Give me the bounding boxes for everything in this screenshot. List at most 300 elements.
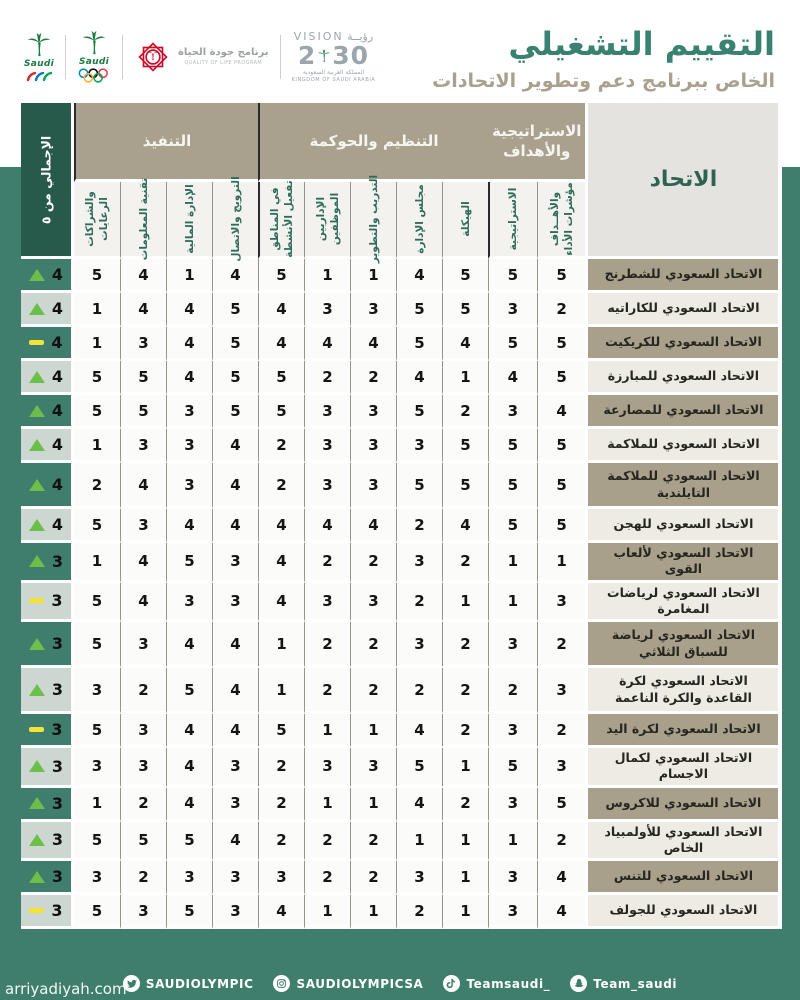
logo-divider xyxy=(280,35,281,79)
score-cell: 3 xyxy=(304,583,350,623)
federation-name: الاتحاد السعودي للملاكمة xyxy=(585,429,782,463)
subcolumn-header: تفعيل الأنشطة في المناطق xyxy=(258,182,304,259)
score-cell: 3 xyxy=(166,861,212,895)
total-value: 4 xyxy=(51,401,64,420)
score-cell: 3 xyxy=(212,748,258,788)
score-cell: 5 xyxy=(488,748,537,788)
trend-up-icon xyxy=(29,834,45,846)
table-row xyxy=(21,395,782,429)
score-cell: 3 xyxy=(396,429,442,463)
score-cell: 3 xyxy=(350,583,396,623)
table-row xyxy=(21,583,782,623)
score-cell: 1 xyxy=(166,259,212,293)
score-cell: 4 xyxy=(120,293,166,327)
score-cell: 1 xyxy=(350,259,396,293)
group-header-governance: التنظيم والحوكمة xyxy=(258,103,488,182)
score-cell: 3 xyxy=(166,395,212,429)
social-handle-text: SAUDIOLYMPICSA xyxy=(296,976,424,991)
score-cell: 1 xyxy=(442,361,488,395)
table-row xyxy=(21,748,782,788)
social-handle-text: SAUDIOLYMPIC xyxy=(145,976,254,991)
total-value: 4 xyxy=(51,475,64,494)
trend-up-icon xyxy=(29,479,45,491)
trend-up-icon xyxy=(29,797,45,809)
score-cell: 1 xyxy=(488,822,537,862)
trend-up-icon xyxy=(29,371,45,383)
trend-up-icon xyxy=(29,439,45,451)
score-cell: 5 xyxy=(74,895,120,929)
score-cell: 4 xyxy=(166,714,212,748)
total-value: 3 xyxy=(51,720,63,739)
palm-tree-icon xyxy=(24,32,54,58)
trend-up-icon xyxy=(29,871,45,883)
total-cell xyxy=(21,861,74,895)
score-cell: 5 xyxy=(166,822,212,862)
score-cell: 4 xyxy=(212,714,258,748)
social-handle-text: Team_saudi xyxy=(593,976,678,991)
trend-up-icon xyxy=(29,405,45,417)
score-cell: 3 xyxy=(350,293,396,327)
score-cell: 4 xyxy=(537,861,586,895)
score-cell: 2 xyxy=(396,583,442,623)
score-cell: 1 xyxy=(350,714,396,748)
social-handle-snapchat xyxy=(570,975,677,992)
trend-flat-icon xyxy=(29,598,44,603)
score-cell: 3 xyxy=(350,463,396,509)
table-row xyxy=(21,429,782,463)
trend-up-icon xyxy=(29,269,45,281)
score-cell: 5 xyxy=(396,463,442,509)
federation-name: الاتحاد السعودي للجولف xyxy=(585,895,782,929)
total-value: 3 xyxy=(51,867,64,886)
score-cell: 3 xyxy=(120,714,166,748)
score-cell: 5 xyxy=(396,748,442,788)
logo-divider xyxy=(65,35,66,79)
score-cell: 5 xyxy=(537,463,586,509)
federation-name: الاتحاد السعودي لرياضة للسباق الثلاثي xyxy=(585,622,782,668)
table-row xyxy=(21,822,782,862)
subcolumn-header: الترويج والاتصال xyxy=(212,182,258,259)
federation-name: الاتحاد السعودي للملاكمة التايلندية xyxy=(585,463,782,509)
score-cell: 2 xyxy=(350,861,396,895)
trend-up-icon xyxy=(29,760,45,772)
score-cell: 5 xyxy=(212,327,258,361)
score-cell: 4 xyxy=(396,788,442,822)
score-cell: 3 xyxy=(537,583,586,623)
total-cell xyxy=(21,895,74,929)
score-cell: 3 xyxy=(488,395,537,429)
score-cell: 5 xyxy=(537,509,586,543)
score-cell: 2 xyxy=(350,822,396,862)
table-row xyxy=(21,622,782,668)
score-cell: 5 xyxy=(258,395,304,429)
federation-name: الاتحاد السعودي للاكروس xyxy=(585,788,782,822)
total-value: 3 xyxy=(51,793,64,813)
score-cell: 2 xyxy=(396,509,442,543)
score-cell: 2 xyxy=(258,748,304,788)
logo-divider xyxy=(122,35,123,79)
total-cell xyxy=(21,361,74,395)
score-cell: 4 xyxy=(212,822,258,862)
federation-name: الاتحاد السعودي للكاراتيه xyxy=(585,293,782,327)
score-cell: 1 xyxy=(304,788,350,822)
table-row xyxy=(21,463,782,509)
score-cell: 3 xyxy=(304,748,350,788)
score-cell: 2 xyxy=(442,622,488,668)
score-cell: 2 xyxy=(304,822,350,862)
score-cell: 2 xyxy=(258,822,304,862)
table-row xyxy=(21,259,782,293)
score-cell: 2 xyxy=(120,668,166,714)
trend-flat-icon xyxy=(29,727,44,732)
group-header-strategy: الاستراتيجية والأهداف xyxy=(488,103,585,182)
score-cell: 2 xyxy=(537,293,586,327)
subcolumn-header: التدريب والتطوير xyxy=(350,182,396,259)
table-row xyxy=(21,788,782,822)
score-cell: 5 xyxy=(74,622,120,668)
score-cell: 3 xyxy=(74,668,120,714)
score-cell: 5 xyxy=(258,259,304,293)
score-cell: 3 xyxy=(74,861,120,895)
score-cell: 1 xyxy=(304,895,350,929)
total-cell xyxy=(21,509,74,543)
social-handle-twitter xyxy=(123,975,254,992)
score-cell: 5 xyxy=(120,822,166,862)
score-cell: 3 xyxy=(488,622,537,668)
vision-2030-logo xyxy=(292,30,376,83)
score-cell: 2 xyxy=(304,861,350,895)
score-cell: 1 xyxy=(258,622,304,668)
total-cell xyxy=(21,668,74,714)
score-cell: 4 xyxy=(212,509,258,543)
score-cell: 2 xyxy=(120,788,166,822)
score-cell: 2 xyxy=(350,668,396,714)
score-cell: 5 xyxy=(74,259,120,293)
federation-column-header: الاتحاد xyxy=(585,103,782,259)
score-cell: 5 xyxy=(488,429,537,463)
total-value: 3 xyxy=(51,591,63,611)
score-cell: 3 xyxy=(258,861,304,895)
score-cell: 4 xyxy=(304,509,350,543)
score-cell: 4 xyxy=(258,543,304,583)
snapchat-icon xyxy=(570,975,587,992)
federation-name: الاتحاد السعودي للمبارزة xyxy=(585,361,782,395)
score-cell: 5 xyxy=(258,361,304,395)
score-cell: 5 xyxy=(442,429,488,463)
score-cell: 3 xyxy=(488,788,537,822)
score-cell: 4 xyxy=(212,622,258,668)
vision-year: 2 30 xyxy=(297,41,370,70)
trend-up-icon xyxy=(29,519,45,531)
score-cell: 4 xyxy=(166,361,212,395)
total-value: 3 xyxy=(51,680,64,699)
subcolumn-header: مؤشرات الأداء والأهــداف xyxy=(537,182,586,259)
total-cell xyxy=(21,259,74,293)
score-cell: 4 xyxy=(212,463,258,509)
score-cell: 5 xyxy=(442,259,488,293)
score-cell: 5 xyxy=(166,895,212,929)
score-cell: 5 xyxy=(488,259,537,293)
subcolumn-header: الهيكلة xyxy=(442,182,488,259)
qol-rosette-icon xyxy=(134,38,172,76)
title-block xyxy=(432,26,775,92)
qol-english-label: QUALITY OF LIFE PROGRAM xyxy=(184,60,263,66)
total-value: 4 xyxy=(51,265,64,284)
score-cell: 1 xyxy=(350,788,396,822)
score-cell: 4 xyxy=(537,895,586,929)
federation-name: الاتحاد السعودي لكمال الاجسام xyxy=(585,748,782,788)
subcolumn-header: الاستراتيجية xyxy=(488,182,537,259)
score-cell: 5 xyxy=(537,327,586,361)
score-cell: 4 xyxy=(166,748,212,788)
paralympic-agitos-icon xyxy=(26,70,52,82)
score-cell: 5 xyxy=(442,293,488,327)
score-cell: 5 xyxy=(212,361,258,395)
score-cell: 2 xyxy=(537,622,586,668)
score-cell: 3 xyxy=(74,748,120,788)
trend-up-icon xyxy=(29,684,45,696)
score-cell: 4 xyxy=(212,429,258,463)
trend-up-icon xyxy=(29,638,45,650)
score-cell: 2 xyxy=(304,668,350,714)
total-cell xyxy=(21,788,74,822)
score-cell: 1 xyxy=(304,259,350,293)
score-cell: 3 xyxy=(304,463,350,509)
total-column-header: الإجمالي من ٥ xyxy=(21,103,74,259)
score-cell: 4 xyxy=(258,895,304,929)
saudi-paralympic-label: Saudi xyxy=(24,58,54,69)
score-cell: 1 xyxy=(488,543,537,583)
saudi-olympic-label: Saudi xyxy=(79,57,109,67)
qol-arabic-label: برنامج جودة الحياة xyxy=(178,47,269,58)
score-cell: 4 xyxy=(488,361,537,395)
score-cell: 3 xyxy=(396,622,442,668)
page-title: التقييم التشغيلي xyxy=(508,25,775,63)
score-cell: 1 xyxy=(442,748,488,788)
table-row xyxy=(21,668,782,714)
score-cell: 3 xyxy=(488,861,537,895)
score-cell: 4 xyxy=(350,327,396,361)
score-cell: 2 xyxy=(258,463,304,509)
score-cell: 1 xyxy=(488,583,537,623)
score-cell: 5 xyxy=(442,463,488,509)
score-cell: 1 xyxy=(74,788,120,822)
quality-of-life-logo xyxy=(134,38,269,76)
score-cell: 3 xyxy=(120,429,166,463)
score-cell: 5 xyxy=(74,822,120,862)
score-cell: 4 xyxy=(120,583,166,623)
kingdom-english-label: KINGDOM OF SAUDI ARABIA xyxy=(291,77,376,83)
score-cell: 2 xyxy=(350,361,396,395)
federation-name: الاتحاد السعودي للشطرنج xyxy=(585,259,782,293)
score-cell: 4 xyxy=(396,259,442,293)
total-value: 3 xyxy=(51,901,63,920)
total-cell xyxy=(21,463,74,509)
score-cell: 3 xyxy=(120,327,166,361)
kingdom-arabic-label: المملكة العربية السعودية xyxy=(302,69,365,76)
table-row xyxy=(21,361,782,395)
federation-name: الاتحاد السعودي للتنس xyxy=(585,861,782,895)
trend-up-icon xyxy=(29,303,45,315)
logo-strip xyxy=(24,30,375,83)
score-cell: 4 xyxy=(304,327,350,361)
score-cell: 5 xyxy=(74,395,120,429)
score-cell: 4 xyxy=(537,395,586,429)
score-cell: 3 xyxy=(350,748,396,788)
score-cell: 4 xyxy=(396,361,442,395)
subcolumn-header: تقنية المعلومات xyxy=(120,182,166,259)
table-row xyxy=(21,509,782,543)
federation-name: الاتحاد السعودي للهجن xyxy=(585,509,782,543)
score-cell: 5 xyxy=(537,259,586,293)
table-row xyxy=(21,714,782,748)
score-cell: 3 xyxy=(488,714,537,748)
score-cell: 1 xyxy=(74,543,120,583)
score-cell: 5 xyxy=(74,583,120,623)
total-cell xyxy=(21,714,74,748)
palm-tree-icon xyxy=(79,30,109,56)
tiktok-icon xyxy=(443,975,460,992)
table-row xyxy=(21,327,782,361)
total-cell xyxy=(21,748,74,788)
score-cell: 3 xyxy=(396,861,442,895)
score-cell: 4 xyxy=(258,583,304,623)
federation-name: الاتحاد السعودي لكرة اليد xyxy=(585,714,782,748)
score-cell: 4 xyxy=(258,293,304,327)
score-cell: 4 xyxy=(120,259,166,293)
table-row xyxy=(21,543,782,583)
score-cell: 3 xyxy=(212,861,258,895)
score-cell: 3 xyxy=(120,622,166,668)
score-cell: 2 xyxy=(537,714,586,748)
score-cell: 2 xyxy=(442,714,488,748)
score-cell: 5 xyxy=(120,395,166,429)
score-cell: 2 xyxy=(442,668,488,714)
score-cell: 4 xyxy=(396,714,442,748)
total-cell xyxy=(21,429,74,463)
score-cell: 5 xyxy=(74,361,120,395)
total-cell xyxy=(21,395,74,429)
score-cell: 2 xyxy=(396,895,442,929)
score-cell: 1 xyxy=(304,714,350,748)
total-value: 4 xyxy=(51,333,63,352)
total-value: 4 xyxy=(51,299,64,318)
score-cell: 2 xyxy=(396,668,442,714)
score-cell: 5 xyxy=(166,543,212,583)
score-cell: 3 xyxy=(488,895,537,929)
score-cell: 3 xyxy=(350,429,396,463)
saudi-paralympic-logo xyxy=(24,32,54,82)
total-value: 4 xyxy=(51,367,64,386)
score-cell: 3 xyxy=(120,748,166,788)
federation-name: الاتحاد السعودي لرياضات المغامرة xyxy=(585,583,782,623)
score-cell: 5 xyxy=(166,668,212,714)
score-cell: 3 xyxy=(488,293,537,327)
score-cell: 5 xyxy=(212,293,258,327)
score-cell: 4 xyxy=(442,509,488,543)
score-cell: 3 xyxy=(304,293,350,327)
score-cell: 2 xyxy=(304,543,350,583)
score-cell: 3 xyxy=(212,543,258,583)
score-cell: 2 xyxy=(258,429,304,463)
score-cell: 2 xyxy=(74,463,120,509)
social-handle-tiktok xyxy=(443,975,550,992)
total-cell xyxy=(21,327,74,361)
total-value: 4 xyxy=(51,435,64,454)
score-cell: 2 xyxy=(537,822,586,862)
score-cell: 4 xyxy=(166,327,212,361)
federation-name: الاتحاد السعودي للأولمبياد الخاص xyxy=(585,822,782,862)
score-cell: 3 xyxy=(396,543,442,583)
trend-flat-icon xyxy=(29,908,44,913)
score-cell: 1 xyxy=(442,583,488,623)
table-row xyxy=(21,293,782,327)
score-cell: 1 xyxy=(537,543,586,583)
score-cell: 5 xyxy=(74,509,120,543)
table-row xyxy=(21,861,782,895)
score-cell: 2 xyxy=(442,395,488,429)
score-cell: 5 xyxy=(396,395,442,429)
table-row xyxy=(21,895,782,929)
score-cell: 3 xyxy=(304,395,350,429)
score-cell: 4 xyxy=(212,668,258,714)
total-value: 3 xyxy=(51,551,64,571)
score-cell: 2 xyxy=(488,668,537,714)
score-cell: 5 xyxy=(488,327,537,361)
total-cell xyxy=(21,622,74,668)
score-cell: 2 xyxy=(304,361,350,395)
saudi-olympic-logo xyxy=(77,30,111,83)
federation-name: الاتحاد السعودي لألعاب القوى xyxy=(585,543,782,583)
score-cell: 3 xyxy=(120,895,166,929)
score-cell: 1 xyxy=(442,895,488,929)
score-cell: 5 xyxy=(537,429,586,463)
score-cell: 5 xyxy=(212,395,258,429)
score-cell: 2 xyxy=(258,788,304,822)
score-cell: 4 xyxy=(258,509,304,543)
score-cell: 4 xyxy=(166,509,212,543)
score-cell: 2 xyxy=(304,622,350,668)
total-cell xyxy=(21,583,74,623)
score-cell: 4 xyxy=(120,463,166,509)
subcolumn-header: الموظفين الإداريين xyxy=(304,182,350,259)
score-cell: 5 xyxy=(488,463,537,509)
total-value: 3 xyxy=(51,830,64,850)
score-cell: 5 xyxy=(74,714,120,748)
score-cell: 2 xyxy=(120,861,166,895)
subcolumn-header: مجلس الإدارة xyxy=(396,182,442,259)
federation-name: الاتحاد السعودي للكريكيت xyxy=(585,327,782,361)
page-subtitle: الخاص ببرنامج دعم وتطوير الاتحادات xyxy=(432,69,775,92)
score-cell: 3 xyxy=(212,788,258,822)
total-value: 3 xyxy=(51,634,64,653)
score-cell: 3 xyxy=(212,583,258,623)
group-header-execution: التنفيذ xyxy=(74,103,258,182)
score-cell: 5 xyxy=(537,361,586,395)
score-cell: 3 xyxy=(212,895,258,929)
score-cell: 5 xyxy=(258,714,304,748)
score-cell: 4 xyxy=(442,327,488,361)
score-cell: 1 xyxy=(74,429,120,463)
score-cell: 5 xyxy=(120,361,166,395)
score-cell: 1 xyxy=(442,861,488,895)
instagram-icon xyxy=(273,975,290,992)
score-cell: 2 xyxy=(442,543,488,583)
total-cell xyxy=(21,293,74,327)
score-cell: 3 xyxy=(350,395,396,429)
score-cell: 3 xyxy=(166,463,212,509)
social-handle-text: Teamsaudi_ xyxy=(466,976,551,991)
